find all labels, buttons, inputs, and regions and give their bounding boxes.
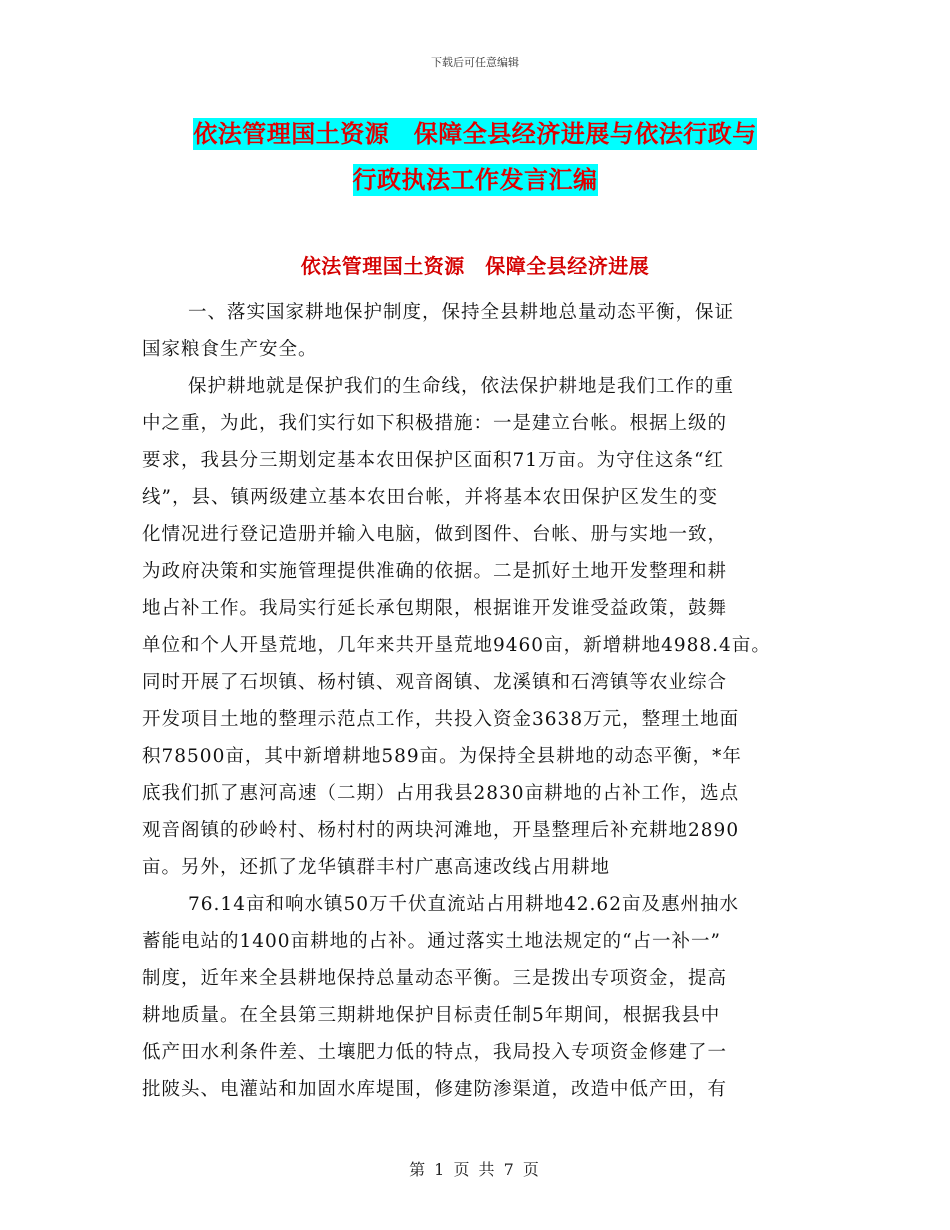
body-line: 同时开展了石坝镇、杨村镇、观音阁镇、龙溪镇和石湾镇等农业综合 bbox=[142, 672, 728, 693]
page-number-footer: 第 1 页 共 7 页 bbox=[409, 1160, 541, 1179]
body-line: 制度，近年来全县耕地保持总量动态平衡。三是拨出专项资金，提高 bbox=[142, 968, 728, 989]
body-line: 蓄能电站的1400亩耕地的占补。通过落实土地法规定的“占一补一” bbox=[142, 931, 721, 952]
body-line: 地占补工作。我局实行延长承包期限，根据谁开发谁受益政策，鼓舞 bbox=[142, 598, 728, 619]
body-line: 线”，县、镇两级建立基本农田台帐，并将基本农田保护区发生的变 bbox=[142, 487, 718, 508]
body-line: 单位和个人开垦荒地，几年来共开垦荒地9460亩，新增耕地4988.4亩。 bbox=[142, 635, 771, 656]
body-line: 要求，我县分三期划定基本农田保护区面积71万亩。为守住这条“红 bbox=[142, 450, 725, 471]
body-line: 耕地质量。在全县第三期耕地保护目标责任制5年期间，根据我县中 bbox=[142, 1005, 721, 1026]
document-title-line-2 bbox=[0, 160, 950, 195]
document-title-line-1 bbox=[0, 114, 950, 149]
body-line: 积78500亩，其中新增耕地589亩。为保持全县耕地的动态平衡，*年 bbox=[142, 746, 742, 767]
body-line: 保护耕地就是保护我们的生命线，依法保护耕地是我们工作的重 bbox=[188, 376, 735, 397]
body-line: 批陂头、电灌站和加固水库堤围，修建防渗渠道，改造中低产田，有 bbox=[142, 1079, 728, 1100]
title-highlight-1: 依法管理国土资源 保障全县经济进展与依法行政与 bbox=[193, 120, 757, 148]
body-line: 亩。另外，还抓了龙华镇群丰村广惠高速改线占用耕地 bbox=[142, 857, 611, 878]
body-line: 底我们抓了惠河高速（二期）占用我县2830亩耕地的占补工作，选点 bbox=[142, 783, 740, 804]
section-subtitle: 依法管理国土资源 保障全县经济进展 bbox=[300, 254, 650, 278]
body-line: 为政府决策和实施管理提供准确的依据。二是抓好土地开发整理和耕 bbox=[142, 561, 728, 582]
body-line: 观音阁镇的砂岭村、杨村村的两块河滩地，开垦整理后补充耕地2890 bbox=[142, 820, 740, 841]
body-line: 76.14亩和响水镇50万千伏直流站占用耕地42.62亩及惠州抽水 bbox=[188, 894, 739, 915]
header-note: 下载后可任意编辑 bbox=[431, 56, 519, 69]
title-highlight-2: 行政执法工作发言汇编 bbox=[352, 166, 598, 194]
body-line: 国家粮食生产安全。 bbox=[142, 339, 318, 360]
body-line: 开发项目土地的整理示范点工作，共投入资金3638万元，整理土地面 bbox=[142, 709, 740, 730]
body-line: 中之重，为此，我们实行如下积极措施：一是建立台帐。根据上级的 bbox=[142, 413, 728, 434]
body-line: 低产田水利条件差、土壤肥力低的特点，我局投入专项资金修建了一 bbox=[142, 1042, 728, 1063]
body-line: 化情况进行登记造册并输入电脑，做到图件、台帐、册与实地一致， bbox=[142, 524, 728, 545]
body-line: 一、落实国家耕地保护制度，保持全县耕地总量动态平衡，保证 bbox=[188, 302, 735, 323]
